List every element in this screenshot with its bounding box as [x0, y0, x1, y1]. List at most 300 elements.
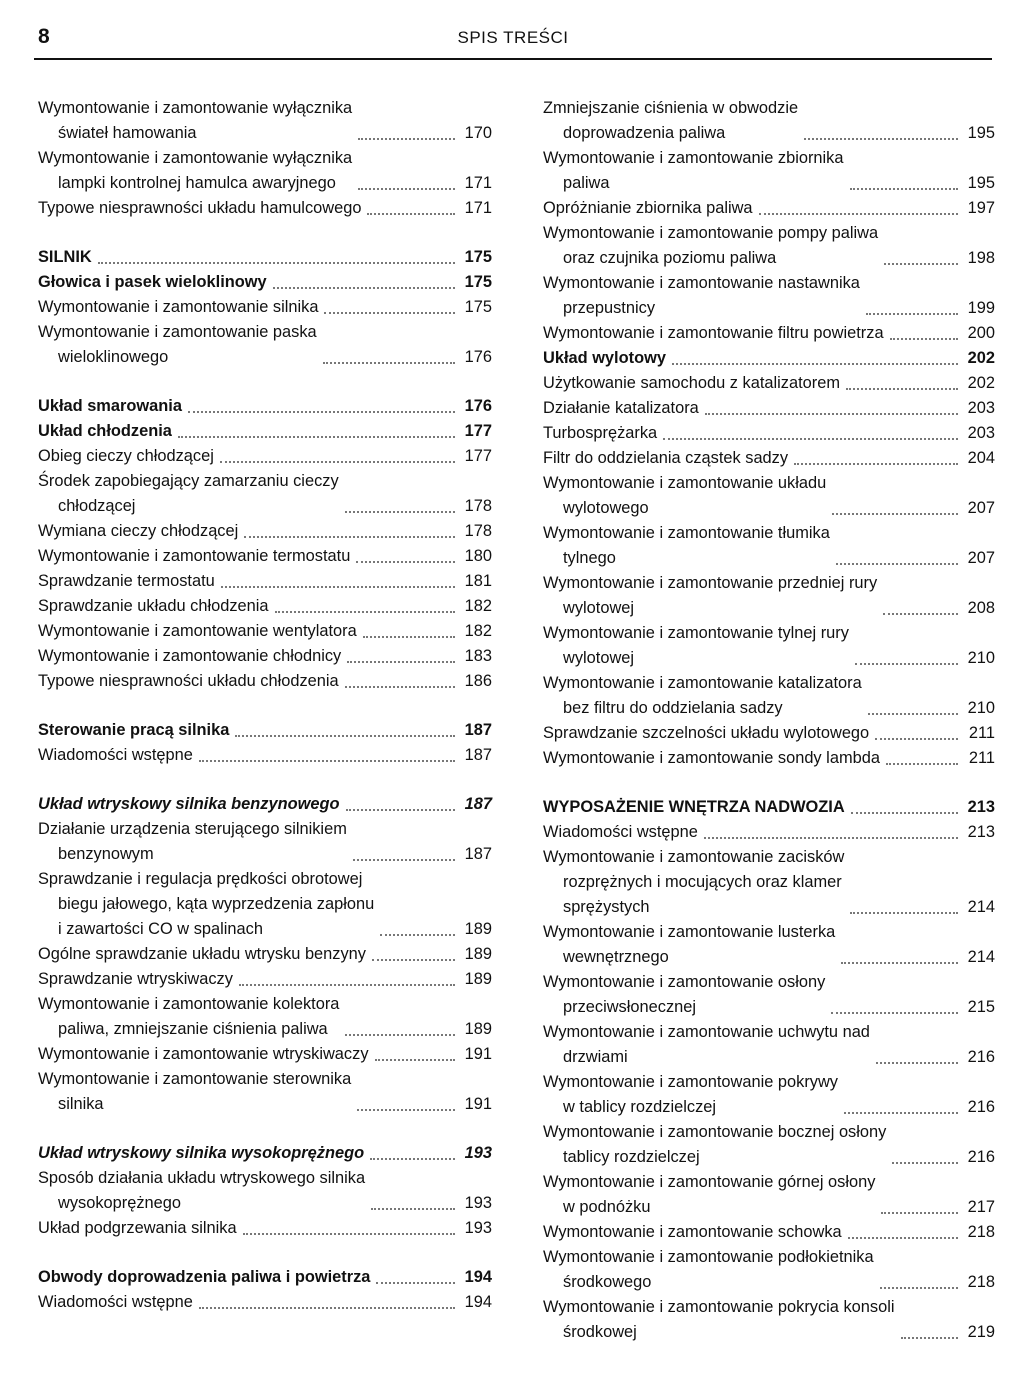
toc-entry: [38, 569, 492, 594]
toc-entry-title-line: Wymontowanie i zamontowanie pokrycia konsoli: [543, 1298, 895, 1316]
toc-page-number: 171: [464, 199, 492, 217]
toc-entry-title-line: Układ smarowania: [38, 397, 182, 415]
toc-entry: [38, 1042, 492, 1067]
toc-entry: [543, 321, 995, 346]
toc-entry-title: [543, 1120, 886, 1170]
toc-entry-title: [38, 146, 352, 196]
toc-entry-title: [543, 845, 844, 920]
dot-leader: [804, 138, 958, 140]
toc-entry-title-line: wylotowej: [563, 649, 635, 667]
toc-page-number: 210: [967, 699, 995, 717]
dot-leader: [866, 313, 958, 315]
toc-page-number: 177: [464, 422, 492, 440]
toc-entry-title-line: Wymontowanie i zamontowanie lusterka: [543, 923, 836, 941]
toc-entry: [543, 1070, 995, 1120]
toc-entry: [38, 96, 492, 146]
dot-leader: [357, 1109, 455, 1111]
toc-entry-title: [38, 320, 317, 370]
dot-leader: [794, 463, 958, 465]
dot-leader: [243, 1233, 455, 1235]
toc-entry-title: [38, 942, 366, 967]
toc-entry-title-line: tablicy rozdzielczej: [563, 1148, 700, 1166]
toc-entry: [38, 1141, 492, 1166]
toc-entry-title: [543, 1220, 842, 1245]
toc-entry-title-line: Opróżnianie zbiornika paliwa: [543, 199, 753, 217]
dot-leader: [901, 1337, 958, 1339]
toc-entry-title: [543, 671, 862, 721]
toc-entry-title-line: SILNIK: [38, 248, 92, 266]
toc-entry-title: [38, 1265, 370, 1290]
toc-entry: [38, 867, 492, 942]
toc-entry: [38, 817, 492, 867]
toc-entry-title-line: Wymontowanie i zamontowanie uchwytu nad: [543, 1023, 870, 1041]
toc-page-number: 198: [967, 249, 995, 267]
dot-leader: [876, 1062, 958, 1064]
dot-leader: [98, 262, 455, 264]
dot-leader: [275, 611, 455, 613]
dot-leader: [244, 536, 455, 538]
toc-entry-title: [38, 644, 341, 669]
dot-leader: [759, 213, 958, 215]
toc-entry-title: [38, 245, 92, 270]
dot-leader: [356, 561, 455, 563]
toc-entry: [543, 346, 995, 371]
toc-entry: [543, 920, 995, 970]
toc-page-number: 177: [464, 447, 492, 465]
toc-page-number: 183: [464, 647, 492, 665]
toc-entry: [38, 1216, 492, 1241]
toc-entry-title-line: Wymontowanie i zamontowanie wyłącznika: [38, 99, 353, 117]
toc-entry: [543, 1120, 995, 1170]
toc-entry-title-line: paliwa: [563, 174, 610, 192]
toc-entry-title: [38, 196, 361, 221]
toc-entry: [38, 270, 492, 295]
toc-page-number: 189: [464, 1020, 492, 1038]
toc-page-number: 189: [464, 945, 492, 963]
toc-entry-title-line: Sposób działania układu wtryskowego silnika: [38, 1169, 366, 1187]
toc-entry-title-line: Układ wylotowy: [543, 349, 666, 367]
toc-entry-title: [38, 669, 339, 694]
toc-entry-title-line: Wiadomości wstępne: [38, 746, 193, 764]
toc-entry-title-line: Sprawdzanie szczelności układu wylotowego: [543, 724, 870, 742]
dot-leader: [831, 1012, 958, 1014]
dot-leader: [353, 859, 455, 861]
toc-page-number: 213: [967, 798, 995, 816]
toc-entry-title-line: doprowadzenia paliwa: [563, 124, 726, 142]
toc-page-number: 211: [968, 749, 995, 767]
toc-entry-title-line: środkowego: [563, 1273, 652, 1291]
toc-entry-title-line: Wymontowanie i zamontowanie chłodnicy: [38, 647, 342, 665]
toc-entry-title-line: wieloklinowego: [58, 348, 169, 366]
toc-entry-title-line: bez filtru do oddzielania sadzy: [563, 699, 783, 717]
dot-leader: [704, 837, 958, 839]
toc-page-number: 218: [967, 1273, 995, 1291]
toc-entry-title: [38, 792, 340, 817]
toc-entry: [543, 471, 995, 521]
toc-entry-title: [38, 569, 215, 594]
dot-leader: [886, 763, 958, 765]
toc-entry-title-line: Sprawdzanie i regulacja prędkości obrotowej: [38, 870, 363, 888]
toc-entry-title-line: Wymontowanie i zamontowanie górnej osłony: [543, 1173, 876, 1191]
toc-page-number: 176: [464, 397, 492, 415]
toc-entry-title: [543, 446, 788, 471]
toc-entry-title: [38, 295, 318, 320]
toc-entry: [543, 571, 995, 621]
toc-entry-title-line: Wymontowanie i zamontowanie katalizatora: [543, 674, 862, 692]
toc-page-number: 186: [464, 672, 492, 690]
toc-entry-title-line: Wymontowanie i zamontowanie nastawnika: [543, 274, 860, 292]
toc-page-number: 187: [464, 795, 492, 813]
dot-leader: [199, 1307, 455, 1309]
dot-leader: [347, 661, 455, 663]
toc-entry-title-line: lampki kontrolnej hamulca awaryjnego: [58, 174, 336, 192]
dot-leader: [663, 438, 958, 440]
toc-entry-title-line: Układ wtryskowy silnika benzynowego: [38, 795, 340, 813]
toc-entry: [543, 845, 995, 920]
toc-page-number: 202: [967, 374, 995, 392]
toc-entry-title-line: Wymontowanie i zamontowanie termostatu: [38, 547, 351, 565]
toc-page-number: 193: [464, 1194, 492, 1212]
toc-entry-title: [543, 795, 845, 820]
dot-leader: [844, 1112, 958, 1114]
toc-entry-title: [38, 594, 269, 619]
dot-leader: [358, 138, 455, 140]
toc-entry: [38, 967, 492, 992]
toc-entry-title-line: Obwody doprowadzenia paliwa i powietrza: [38, 1268, 371, 1286]
toc-entry-title-line: Filtr do oddzielania cząstek sadzy: [543, 449, 789, 467]
toc-entry-title: [543, 146, 844, 196]
dot-leader: [884, 263, 958, 265]
toc-entry-title: [543, 970, 825, 1020]
toc-entry-title-line: wewnętrznego: [563, 948, 669, 966]
toc-entry-title: [38, 718, 229, 743]
dot-leader: [705, 413, 958, 415]
toc-entry-title: [543, 571, 877, 621]
toc-entry-title: [543, 471, 826, 521]
toc-column-left: [38, 96, 492, 1315]
dot-leader: [323, 362, 455, 364]
toc-entry-title: [38, 444, 214, 469]
toc-entry-title-line: wysokoprężnego: [58, 1194, 182, 1212]
toc-entry-title: [543, 321, 884, 346]
toc-entry-title-line: Wymontowanie i zamontowanie tłumika: [543, 524, 830, 542]
toc-entry: [543, 221, 995, 271]
dot-leader: [848, 1237, 958, 1239]
toc-entry-title-line: Działanie urządzenia sterującego silnikiem: [38, 820, 347, 838]
toc-entry-title-line: przepustnicy: [563, 299, 656, 317]
toc-entry: [38, 1067, 492, 1117]
dot-leader: [832, 513, 958, 515]
toc-entry-title: [38, 270, 267, 295]
dot-leader: [890, 338, 958, 340]
dot-leader: [220, 461, 455, 463]
toc-page-number: 181: [464, 572, 492, 590]
toc-entry: [38, 519, 492, 544]
toc-entry-title: [38, 967, 233, 992]
toc-page-number: 210: [967, 649, 995, 667]
toc-entry-title: [543, 96, 798, 146]
toc-page-number: 216: [967, 1148, 995, 1166]
dot-leader: [376, 1282, 455, 1284]
toc-entry: [38, 1290, 492, 1315]
toc-page-number: 187: [464, 746, 492, 764]
toc-entry: [543, 970, 995, 1020]
toc-entry: [543, 371, 995, 396]
toc-entry: [543, 146, 995, 196]
toc-entry: [543, 746, 995, 771]
toc-entry-title-line: chłodzącej: [58, 497, 136, 515]
toc-entry: [38, 245, 492, 270]
toc-entry: [543, 1295, 995, 1345]
toc-column-right: [543, 96, 995, 1345]
toc-page-number: 194: [464, 1293, 492, 1311]
toc-entry-title: [38, 867, 374, 942]
toc-page-number: 216: [967, 1048, 995, 1066]
toc-entry-title: [38, 992, 339, 1042]
toc-entry-title-line: Wiadomości wstępne: [38, 1293, 193, 1311]
toc-page-number: 187: [464, 845, 492, 863]
dot-leader: [836, 563, 958, 565]
toc-entry: [543, 795, 995, 820]
dot-leader: [324, 312, 455, 314]
toc-entry-title: [543, 521, 830, 571]
toc-entry: [38, 320, 492, 370]
toc-entry-title-line: paliwa, zmniejszanie ciśnienia paliwa: [58, 1020, 328, 1038]
toc-page-number: 208: [967, 599, 995, 617]
dot-leader: [345, 511, 455, 513]
dot-leader: [199, 760, 455, 762]
toc-entry: [38, 594, 492, 619]
toc-entry-title: [543, 396, 699, 421]
toc-entry: [543, 721, 995, 746]
toc-page-number: 193: [464, 1144, 492, 1162]
toc-entry-title: [543, 820, 698, 845]
toc-entry-title-line: Układ wtryskowy silnika wysokoprężnego: [38, 1144, 365, 1162]
toc-entry-title-line: Wymontowanie i zamontowanie kolektora: [38, 995, 340, 1013]
toc-entry: [543, 96, 995, 146]
toc-entry: [38, 1265, 492, 1290]
toc-entry: [38, 419, 492, 444]
toc-page-number: 200: [967, 324, 995, 342]
toc-entry-title: [543, 746, 880, 771]
toc-entry-title-line: Typowe niesprawności układu hamulcowego: [38, 199, 362, 217]
toc-entry-title-line: Sprawdzanie wtryskiwaczy: [38, 970, 233, 988]
toc-page-number: 197: [967, 199, 995, 217]
toc-entry: [38, 469, 492, 519]
toc-page-number: 203: [967, 424, 995, 442]
toc-page-number: 218: [967, 1223, 995, 1241]
toc-entry-title-line: Wymontowanie i zamontowanie zbiornika: [543, 149, 844, 167]
toc-page-number: 207: [967, 549, 995, 567]
toc-entry: [543, 196, 995, 221]
toc-entry: [543, 671, 995, 721]
toc-page-number: 217: [967, 1198, 995, 1216]
toc-entry: [38, 718, 492, 743]
toc-entry-title-line: Turbosprężarka: [543, 424, 658, 442]
toc-entry-title-line: Typowe niesprawności układu chłodzenia: [38, 672, 339, 690]
toc-entry-title: [38, 544, 350, 569]
dot-leader: [188, 411, 455, 413]
toc-entry-title: [38, 743, 193, 768]
toc-entry-title-line: Wymontowanie i zamontowanie bocznej osłony: [543, 1123, 887, 1141]
toc-entry-title-line: Wymontowanie i zamontowanie osłony: [543, 973, 826, 991]
toc-entry-title-line: Wymontowanie i zamontowanie schowka: [543, 1223, 842, 1241]
toc-entry: [38, 992, 492, 1042]
dot-leader: [846, 388, 958, 390]
toc-entry-title: [543, 1170, 875, 1220]
toc-page-number: 178: [464, 522, 492, 540]
toc-page-number: 175: [464, 298, 492, 316]
toc-entry-title-line: świateł hamowania: [58, 124, 197, 142]
dot-leader: [235, 735, 455, 737]
toc-entry: [543, 820, 995, 845]
toc-entry-title-line: sprężystych: [563, 898, 650, 916]
dot-leader: [868, 713, 958, 715]
toc-page-number: 213: [967, 823, 995, 841]
dot-leader: [850, 912, 958, 914]
dot-leader: [371, 1208, 455, 1210]
dot-leader: [178, 436, 455, 438]
toc-entry-title-line: Wymontowanie i zamontowanie wyłącznika: [38, 149, 353, 167]
toc-entry: [38, 792, 492, 817]
toc-entry-title-line: tylnego: [563, 549, 616, 567]
toc-entry: [543, 621, 995, 671]
toc-page-number: 195: [967, 124, 995, 142]
toc-entry-title-line: Wymontowanie i zamontowanie pompy paliwa: [543, 224, 879, 242]
toc-entry-title: [38, 469, 339, 519]
dot-leader: [363, 636, 455, 638]
dot-leader: [273, 287, 455, 289]
toc-entry-title-line: Wymontowanie i zamontowanie sondy lambda: [543, 749, 880, 767]
dot-leader: [345, 686, 455, 688]
toc-entry-title-line: Sprawdzanie termostatu: [38, 572, 215, 590]
toc-entry-title: [543, 421, 657, 446]
toc-page-number: 215: [967, 998, 995, 1016]
toc-page-number: 214: [967, 948, 995, 966]
toc-entry-title-line: drzwiami: [563, 1048, 628, 1066]
toc-entry: [543, 421, 995, 446]
toc-entry-title: [38, 817, 347, 867]
toc-entry-title-line: rozprężnych i mocujących oraz klamer: [563, 873, 842, 891]
toc-entry: [543, 1170, 995, 1220]
dot-leader: [851, 812, 958, 814]
toc-entry-title: [38, 1042, 369, 1067]
dot-leader: [672, 363, 958, 365]
dot-leader: [850, 188, 959, 190]
toc-entry-title-line: Wymontowanie i zamontowanie filtru powietrza: [543, 324, 884, 342]
toc-entry-title: [543, 621, 849, 671]
page-number: 8: [38, 25, 50, 48]
toc-entry-title-line: silnika: [58, 1095, 104, 1113]
dot-leader: [892, 1162, 958, 1164]
dot-leader: [239, 984, 455, 986]
toc-entry-title: [543, 196, 753, 221]
toc-entry-title: [38, 394, 182, 419]
toc-page-number: 195: [967, 174, 995, 192]
dot-leader: [346, 809, 456, 811]
toc-entry-title-line: Wymontowanie i zamontowanie układu: [543, 474, 827, 492]
toc-page-number: 170: [464, 124, 492, 142]
dot-leader: [881, 1212, 958, 1214]
toc-entry-title-line: benzynowym: [58, 845, 154, 863]
toc-page-number: 216: [967, 1098, 995, 1116]
toc-entry-title-line: Głowica i pasek wieloklinowy: [38, 273, 267, 291]
toc-entry-title: [543, 920, 835, 970]
dot-leader: [841, 962, 958, 964]
toc-entry-title-line: Sprawdzanie układu chłodzenia: [38, 597, 269, 615]
toc-entry-title-line: Działanie katalizatora: [543, 399, 699, 417]
toc-page-number: 182: [464, 622, 492, 640]
toc-entry: [543, 396, 995, 421]
dot-leader: [370, 1158, 455, 1160]
toc-entry-title-line: oraz czujnika poziomu paliwa: [563, 249, 777, 267]
toc-page-number: 171: [464, 174, 492, 192]
toc-entry-title-line: Wymontowanie i zamontowanie pokrywy: [543, 1073, 839, 1091]
toc-entry-title-line: biegu jałowego, kąta wyprzedzenia zapłonu: [58, 895, 375, 913]
toc-entry-title-line: Wymontowanie i zamontowanie podłokietnika: [543, 1248, 874, 1266]
toc-entry-title-line: Wymontowanie i zamontowanie przedniej rury: [543, 574, 878, 592]
toc-entry: [543, 271, 995, 321]
toc-entry-title: [543, 1295, 895, 1345]
toc-entry-title-line: i zawartości CO w spalinach: [58, 920, 263, 938]
toc-entry-title-line: Wymontowanie i zamontowanie paska: [38, 323, 317, 341]
dot-leader: [875, 738, 958, 740]
toc-page-number: 176: [464, 348, 492, 366]
toc-entry-title-line: Układ podgrzewania silnika: [38, 1219, 237, 1237]
toc-page-number: 180: [464, 547, 492, 565]
toc-page-number: 191: [464, 1095, 492, 1113]
toc-page-number: 175: [464, 248, 492, 266]
dot-leader: [358, 188, 455, 190]
toc-entry: [543, 446, 995, 471]
toc-entry-title-line: Ogólne sprawdzanie układu wtrysku benzyny: [38, 945, 366, 963]
toc-page-number: 207: [967, 499, 995, 517]
toc-entry-title-line: wylotowej: [563, 599, 635, 617]
toc-entry-title: [543, 1020, 870, 1070]
dot-leader: [221, 586, 455, 588]
toc-entry-title-line: Wymontowanie i zamontowanie wtryskiwaczy: [38, 1045, 369, 1063]
toc-entry-title: [38, 419, 172, 444]
toc-entry-title: [38, 519, 238, 544]
toc-entry: [38, 1166, 492, 1216]
toc-entry-title-line: Wymontowanie i zamontowanie zacisków: [543, 848, 845, 866]
toc-page-number: 189: [464, 970, 492, 988]
toc-entry-title: [38, 1216, 237, 1241]
toc-entry-title-line: Wymontowanie i zamontowanie wentylatora: [38, 622, 357, 640]
toc-entry-title-line: Zmniejszanie ciśnienia w obwodzie: [543, 99, 799, 117]
toc-entry-title-line: Sterowanie pracą silnika: [38, 721, 230, 739]
toc-entry-title: [543, 346, 666, 371]
toc-page-number: 219: [967, 1323, 995, 1341]
toc-entry-title-line: Użytkowanie samochodu z katalizatorem: [543, 374, 840, 392]
toc-entry-title: [543, 221, 878, 271]
toc-entry: [38, 619, 492, 644]
toc-entry-title-line: Obieg cieczy chłodzącej: [38, 447, 214, 465]
dot-leader: [880, 1287, 958, 1289]
toc-entry: [38, 394, 492, 419]
toc-page-number: 202: [967, 349, 995, 367]
toc-entry-title: [38, 1290, 193, 1315]
toc-entry: [38, 295, 492, 320]
toc-entry-title: [543, 271, 860, 321]
toc-page-number: 214: [967, 898, 995, 916]
toc-page-number: 189: [464, 920, 492, 938]
toc-page-number: 199: [967, 299, 995, 317]
toc-entry-title-line: Wymontowanie i zamontowanie tylnej rury: [543, 624, 849, 642]
toc-entry-title: [543, 1245, 874, 1295]
toc-entry-title: [543, 1070, 838, 1120]
toc-entry-title-line: w podnóżku: [563, 1198, 651, 1216]
